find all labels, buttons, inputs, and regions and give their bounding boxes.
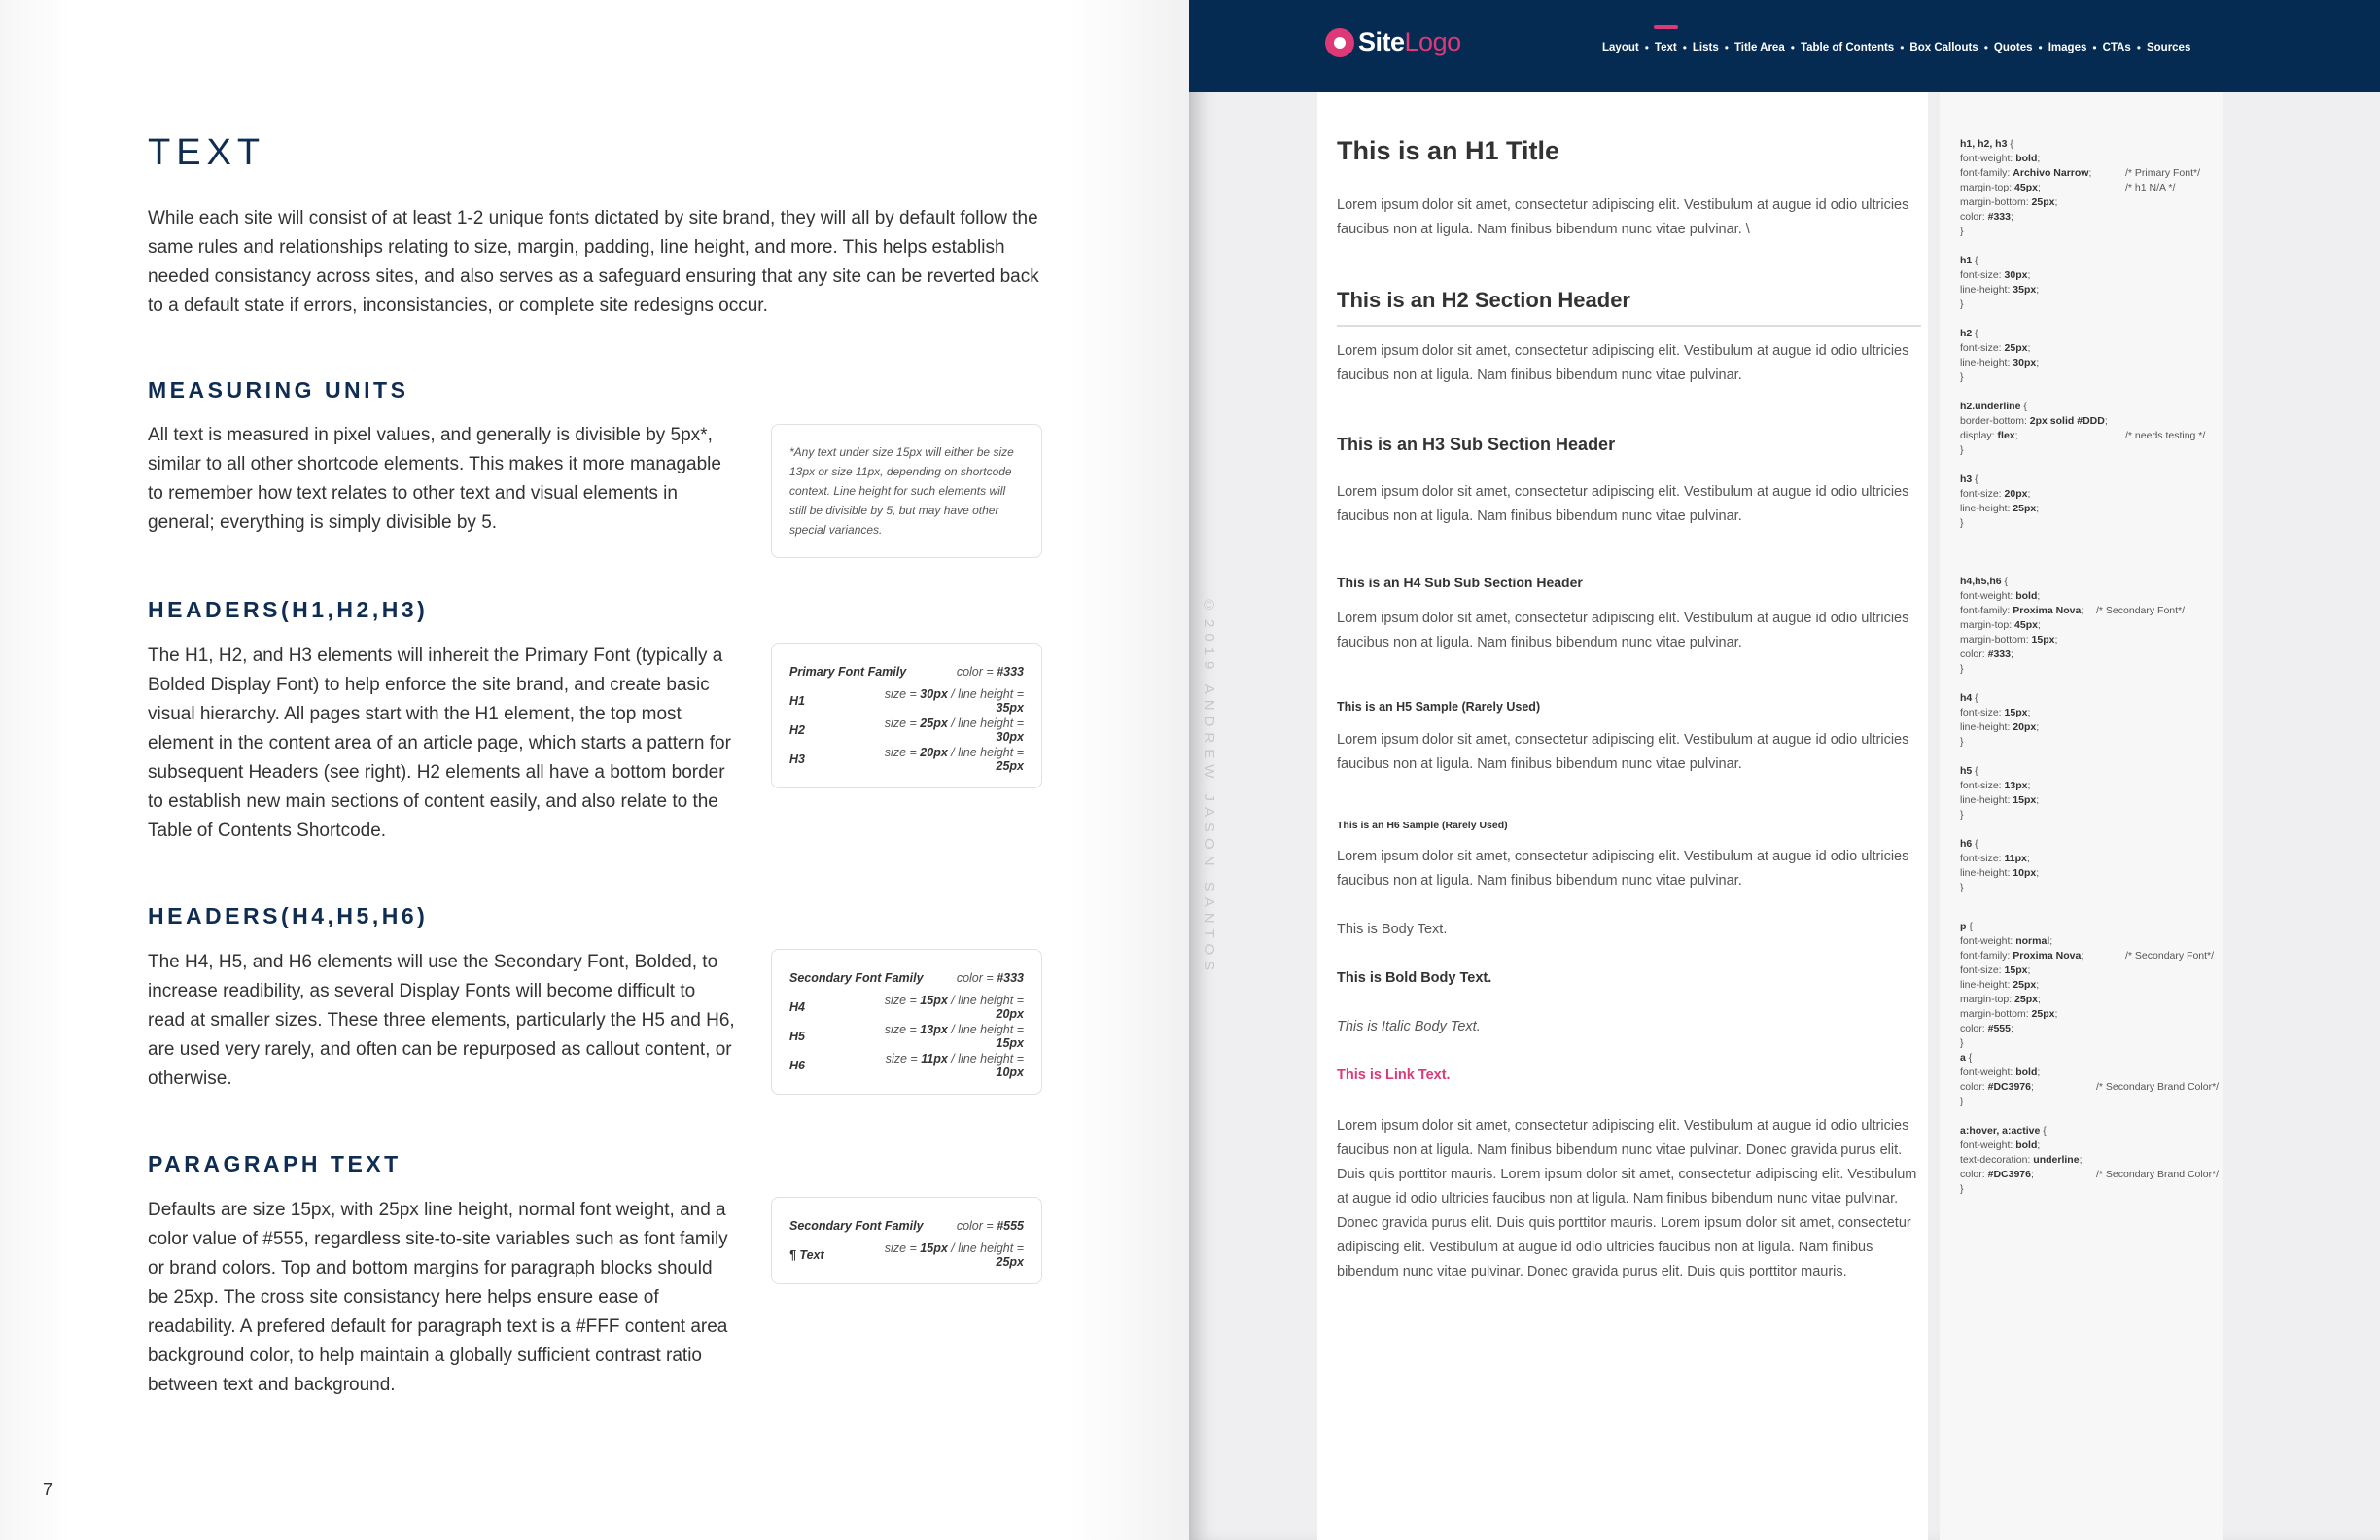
code-block	[1960, 1124, 2222, 1197]
code-property-line: display: flex; /* needs testing */	[1960, 430, 2206, 441]
code-close-line: }	[1960, 736, 1964, 748]
line-height-value: 15px	[996, 1036, 1024, 1050]
size-label: size =	[884, 1023, 917, 1036]
code-property: margin-top:	[1960, 994, 2012, 1005]
code-property-line: margin-bottom: 25px;	[1960, 1008, 2058, 1020]
code-value: 25px	[2004, 342, 2028, 354]
site-header	[1189, 0, 2380, 92]
code-value: 30px	[2012, 357, 2037, 368]
code-property: font-size:	[1960, 780, 2002, 791]
code-selector: h6	[1960, 838, 1973, 850]
code-selector-line: h1, h2, h3 {	[1960, 138, 2013, 150]
code-property: display:	[1960, 430, 1995, 441]
code-property: font-weight:	[1960, 1067, 2013, 1078]
code-property: font-weight:	[1960, 153, 2013, 164]
h2-underline	[1337, 325, 1921, 327]
sample-paragraph-h1: Lorem ipsum dolor sit amet, consectetur adipiscing elit. Vestibulum at augue id odio ultricies faucibus non at ligula. Nam finibus bibendum nunc vitae pulvinar. \	[1337, 197, 1909, 237]
code-property: line-height:	[1960, 721, 2011, 733]
section-title-measuring-units: MEASURING UNITS	[148, 377, 409, 402]
spec-header	[789, 1211, 1024, 1241]
code-property-line: font-family: Archivo Narrow; /* Primary Font*/	[1960, 167, 2201, 179]
code-selector: a	[1960, 1052, 1966, 1064]
sample-paragraph-h2: Lorem ipsum dolor sit amet, consectetur adipiscing elit. Vestibulum at augue id odio ultricies faucibus non at ligula. Nam finibus bibendum nunc vitae pulvinar.	[1337, 343, 1909, 383]
code-selector-line: h3 {	[1960, 473, 1978, 485]
code-value: 20px	[2012, 721, 2037, 733]
code-value: 35px	[2012, 284, 2037, 296]
code-property: font-weight:	[1960, 935, 2013, 947]
nav-separator: •	[1983, 41, 1988, 54]
spec-box-paragraph	[771, 1197, 1042, 1284]
logo-text-site: Site	[1358, 27, 1405, 56]
section-text-headers-h4-h6: The H4, H5, and H6 elements will use the Secondary Font, Bolded, to increase readibility, as several Display Fonts will become difficult to read at smaller sizes. These three elements, particularly the H5 and H6, are used very rarely, and often can be repurposed as callout content, or otherwise.	[148, 952, 735, 1089]
code-block	[1960, 920, 2222, 1051]
nav-item-images[interactable]: Images	[2048, 42, 2087, 53]
code-block	[1960, 400, 2222, 458]
code-selector: p	[1960, 921, 1967, 932]
code-selector-line: h1 {	[1960, 255, 1978, 266]
spec-row-value	[859, 1052, 1024, 1079]
code-comment: /* Secondary Font*/	[2096, 605, 2186, 616]
code-comment: /* h1 N/A */	[2125, 182, 2176, 193]
code-value: bold	[2015, 1139, 2038, 1151]
sample-h5: This is an H5 Sample (Rarely Used)	[1337, 700, 1541, 714]
code-property: margin-top:	[1960, 182, 2012, 193]
size-label: size =	[884, 687, 917, 701]
code-property: font-family:	[1960, 950, 2011, 962]
nav-item-box-callouts[interactable]: Box Callouts	[1909, 42, 1978, 53]
code-selector-line: h2.underline {	[1960, 401, 2027, 412]
spec-row-label: ¶ Text	[789, 1248, 824, 1262]
spec-row-value	[859, 994, 1024, 1021]
code-value: 45px	[2014, 619, 2038, 631]
code-block	[1960, 691, 2222, 750]
code-value: 2px solid #DDD	[2029, 415, 2105, 427]
code-property-line: color: #DC3976; /* Secondary Brand Color*/	[1960, 1169, 2220, 1180]
code-block	[1960, 764, 2222, 822]
code-value: 25px	[2012, 979, 2037, 991]
spec-row	[789, 1051, 1024, 1080]
code-property-line: font-size: 13px;	[1960, 780, 2031, 791]
size-label: size =	[884, 717, 917, 730]
code-property: line-height:	[1960, 867, 2011, 879]
right-page	[1189, 0, 2380, 1540]
left-page	[0, 0, 1189, 1540]
spec-row-value	[859, 717, 1024, 744]
code-value: 45px	[2014, 182, 2038, 193]
code-property: line-height:	[1960, 284, 2011, 296]
code-property: text-decoration:	[1960, 1154, 2031, 1166]
code-property-line: color: #333;	[1960, 648, 2013, 660]
code-property: font-size:	[1960, 342, 2002, 354]
spec-row-label: H3	[789, 752, 805, 766]
sample-body-text: This is Body Text.	[1337, 922, 1448, 937]
code-property: border-bottom:	[1960, 415, 2027, 427]
code-value: 20px	[2004, 488, 2028, 500]
code-property: margin-top:	[1960, 619, 2012, 631]
spec-row	[789, 686, 1024, 716]
code-property-line: margin-top: 25px;	[1960, 994, 2041, 1005]
nav-separator: •	[1644, 41, 1649, 54]
code-property-line: font-weight: normal;	[1960, 935, 2053, 947]
code-selector-line: a:hover, a:active {	[1960, 1125, 2047, 1137]
code-property-line: color: #333;	[1960, 211, 2013, 223]
code-property-line: font-size: 15px;	[1960, 964, 2031, 976]
code-value: bold	[2015, 1067, 2038, 1078]
code-value: #555	[1987, 1023, 2011, 1034]
code-selector: h2	[1960, 328, 1973, 339]
code-property: font-weight:	[1960, 1139, 2013, 1151]
code-property-line: line-height: 25px;	[1960, 503, 2040, 514]
spec-color-value: #555	[997, 1219, 1024, 1233]
sample-h4: This is an H4 Sub Sub Section Header	[1337, 575, 1583, 590]
spec-row-label: H1	[789, 694, 805, 708]
spec-family: Primary Font Family	[789, 665, 907, 679]
spec-row	[789, 745, 1024, 774]
sample-long-paragraph: Lorem ipsum dolor sit amet, consectetur adipiscing elit. Vestibulum at augue id odio ultricies faucibus non at ligula. Nam finibus bibendum nunc vitae pulvinar. Donec gravida purus elit. Duis quis porttitor mauris. Lorem ipsum dolor sit amet, consectetur adipiscing elit. Vestibulum at augue id odio ultricies faucibus non at ligula. Nam finibus bibendum nunc vitae pulvinar. Donec gravida purus elit. Duis quis porttitor mauris. Lorem ipsum dolor sit amet, consectetur adipiscing elit. Vestibulum at augue id odio ultricies faucibus non at ligula. Nam finibus bibendum nunc vitae pulvinar. Donec gravida purus elit. Duis quis porttitor mauris.	[1337, 1118, 1917, 1279]
code-value: Proxima Nova	[2012, 605, 2082, 616]
code-property-line: font-size: 15px;	[1960, 707, 2031, 718]
spec-row	[789, 1241, 1024, 1270]
code-value: normal	[2015, 935, 2050, 947]
code-value: 25px	[2012, 503, 2037, 514]
size-value: 13px	[920, 1023, 948, 1036]
code-value: 11px	[2004, 853, 2027, 864]
code-block	[1960, 327, 2222, 385]
sample-h3: This is an H3 Sub Section Header	[1337, 435, 1616, 454]
code-comment: /* Secondary Brand Color*/	[2096, 1081, 2220, 1093]
code-selector-line: h6 {	[1960, 838, 1978, 850]
code-value: Proxima Nova	[2012, 950, 2082, 962]
line-height-label: / line height =	[951, 1023, 1024, 1036]
code-value: underline	[2033, 1154, 2080, 1166]
spec-row	[789, 716, 1024, 745]
size-value: 11px	[921, 1052, 948, 1066]
code-selector: h2.underline	[1960, 401, 2021, 412]
code-block	[1960, 472, 2222, 531]
spec-row	[789, 993, 1024, 1022]
spec-row	[789, 1022, 1024, 1051]
code-selector-line: p {	[1960, 921, 1973, 932]
code-property: font-family:	[1960, 167, 2011, 179]
code-selector: h5	[1960, 765, 1973, 777]
code-close-line: }	[1960, 1037, 1964, 1049]
code-value: 30px	[2004, 269, 2028, 281]
nav-item-ctas[interactable]: CTAs	[2102, 42, 2131, 53]
code-property: color:	[1960, 211, 1985, 223]
size-value: 25px	[920, 717, 948, 730]
code-selector: h3	[1960, 473, 1973, 485]
code-property-line: margin-bottom: 15px;	[1960, 634, 2058, 646]
spec-row-value	[859, 687, 1024, 715]
site-logo[interactable]	[1325, 27, 1461, 57]
code-property-line: margin-top: 45px;	[1960, 619, 2041, 631]
sample-paragraph-h4: Lorem ipsum dolor sit amet, consectetur adipiscing elit. Vestibulum at augue id odio ultricies faucibus non at ligula. Nam finibus bibendum nunc vitae pulvinar.	[1337, 611, 1909, 650]
code-block	[1960, 1051, 2222, 1109]
measuring-note-box	[771, 424, 1042, 558]
nav-item-layout[interactable]: Layout	[1602, 42, 1639, 53]
code-value: bold	[2015, 153, 2038, 164]
line-height-value: 35px	[996, 701, 1024, 715]
spec-box-secondary-font	[771, 949, 1042, 1095]
code-comment: /* Secondary Font*/	[2125, 950, 2215, 962]
code-comment: /* Secondary Brand Color*/	[2096, 1169, 2220, 1180]
code-comment: /* needs testing */	[2125, 430, 2206, 441]
spec-family: Secondary Font Family	[789, 1219, 924, 1233]
nav-separator: •	[1682, 41, 1687, 54]
code-block	[1960, 575, 2222, 677]
line-height-value: 30px	[996, 730, 1024, 744]
code-property-line: margin-bottom: 25px;	[1960, 196, 2058, 208]
measuring-note: *Any text under size 15px will either be size 13px or size 11px, depending on shortcode context. Line height for such elements will still be divisible by 5, but may have other special variances.	[789, 445, 1014, 537]
code-property: margin-bottom:	[1960, 634, 2029, 646]
code-value: #DC3976	[1987, 1169, 2031, 1180]
sample-paragraph-h5: Lorem ipsum dolor sit amet, consectetur adipiscing elit. Vestibulum at augue id odio ultricies faucibus non at ligula. Nam finibus bibendum nunc vitae pulvinar.	[1337, 732, 1909, 772]
code-value: 15px	[2012, 794, 2037, 806]
code-value: 25px	[2031, 1008, 2055, 1020]
code-property: font-size:	[1960, 707, 2002, 718]
code-property: font-family:	[1960, 605, 2011, 616]
code-property-line: margin-top: 45px; /* h1 N/A */	[1960, 182, 2176, 193]
page-title: TEXT	[148, 132, 266, 173]
code-selector-line: a {	[1960, 1052, 1973, 1064]
code-selector-line: h5 {	[1960, 765, 1978, 777]
section-title-paragraph-text: PARAGRAPH TEXT	[148, 1151, 402, 1176]
code-selector-line: h2 {	[1960, 328, 1978, 339]
code-value: 25px	[2031, 196, 2055, 208]
code-selector-line: h4 {	[1960, 692, 1978, 704]
code-property: font-size:	[1960, 488, 2002, 500]
sample-h2: This is an H2 Section Header	[1337, 288, 1630, 312]
size-label: size =	[884, 994, 917, 1007]
code-property: font-size:	[1960, 853, 2002, 864]
code-property-line: line-height: 20px;	[1960, 721, 2040, 733]
size-label: size =	[884, 1242, 917, 1255]
code-property-line: font-family: Proxima Nova; /* Secondary Font*/	[1960, 605, 2186, 616]
code-property-line: line-height: 15px;	[1960, 794, 2040, 806]
code-property-line: line-height: 10px;	[1960, 867, 2040, 879]
nav-item-sources[interactable]: Sources	[2146, 42, 2191, 53]
code-property-line: line-height: 25px;	[1960, 979, 2040, 991]
size-value: 20px	[920, 746, 948, 759]
size-value: 15px	[920, 994, 948, 1007]
code-property: margin-bottom:	[1960, 196, 2029, 208]
spec-color-value: #333	[997, 971, 1024, 985]
code-value: #333	[1987, 648, 2011, 660]
code-value: 25px	[2014, 994, 2038, 1005]
code-close-line: }	[1960, 663, 1964, 675]
code-value: bold	[2015, 590, 2038, 602]
code-value: 10px	[2012, 867, 2037, 879]
section-text-paragraph-text: Defaults are size 15px, with 25px line height, normal font weight, and a color value of #555, regardless site-to-site variables such as font family or brand colors. Top and bottom margins for paragraph blocks should be 25xp. The cross site consistancy here helps ensure ease of readability. A prefered default for paragraph text is a #FFF content area background color, to help maintain a globally sufficient contrast ratio between text and background.	[148, 1200, 728, 1395]
code-close-line: }	[1960, 444, 1964, 456]
spec-row-value	[859, 1242, 1024, 1269]
code-property-line: border-bottom: 2px solid #DDD;	[1960, 415, 2108, 427]
line-height-label: / line height =	[951, 1242, 1024, 1255]
sample-paragraph-h3: Lorem ipsum dolor sit amet, consectetur adipiscing elit. Vestibulum at augue id odio ultricies faucibus non at ligula. Nam finibus bibendum nunc vitae pulvinar.	[1337, 484, 1909, 524]
nav-item-lists[interactable]: Lists	[1692, 42, 1719, 53]
copyright-watermark: ©2019 ANDREW JASON SANTOS	[1201, 597, 1217, 977]
sample-h1: This is an H1 Title	[1337, 136, 1560, 165]
code-property: color:	[1960, 1081, 1985, 1093]
code-property-line: font-weight: bold;	[1960, 1067, 2041, 1078]
section-text-headers-h1-h3: The H1, H2, and H3 elements will inhereit the Primary Font (typically a Bolded Display Font) to help enforce the site brand, and create basic visual hierarchy. All pages start with the H1 element, the top most element in the content area of an article page, which starts a pattern for subsequent Headers (see right). H2 elements all have a bottom border to establish new main sections of content easily, and also relate to the Table of Contents Shortcode.	[148, 646, 731, 841]
code-property-line: line-height: 35px;	[1960, 284, 2040, 296]
code-value: 13px	[2004, 780, 2028, 791]
line-height-label: / line height =	[951, 687, 1024, 701]
code-value: flex	[1997, 430, 2015, 441]
size-label: size =	[885, 1052, 918, 1066]
code-value: #DC3976	[1987, 1081, 2031, 1093]
nav-item-title-area[interactable]: Title Area	[1733, 42, 1785, 53]
code-property-line: font-size: 20px;	[1960, 488, 2031, 500]
nav-separator: •	[2136, 41, 2141, 54]
code-close-line: }	[1960, 226, 1964, 237]
code-selector: h1, h2, h3	[1960, 138, 2008, 150]
line-height-label: / line height =	[951, 1052, 1024, 1066]
nav-item-table-of-contents[interactable]: Table of Contents	[1800, 42, 1895, 53]
code-close-line: }	[1960, 809, 1964, 821]
code-property-line: font-size: 25px;	[1960, 342, 2031, 354]
code-value: #333	[1987, 211, 2011, 223]
code-selector: a:hover, a:active	[1960, 1125, 2041, 1137]
nav-separator: •	[2092, 41, 2097, 54]
size-value: 30px	[920, 687, 948, 701]
code-value: 15px	[2004, 964, 2028, 976]
spec-color-label: color =	[956, 1219, 994, 1233]
nav-item-quotes[interactable]: Quotes	[1993, 42, 2033, 53]
code-close-line: }	[1960, 298, 1964, 310]
code-property: font-size:	[1960, 964, 2002, 976]
section-title-headers-h1-h3: HEADERS(H1,H2,H3)	[148, 597, 429, 622]
line-height-label: / line height =	[951, 746, 1024, 759]
nav-separator: •	[1724, 41, 1729, 54]
code-property-line: text-decoration: underline;	[1960, 1154, 2082, 1166]
line-height-value: 20px	[996, 1007, 1024, 1021]
spec-family: Secondary Font Family	[789, 971, 924, 985]
spec-row-label: H6	[789, 1059, 805, 1072]
line-height-value: 10px	[996, 1066, 1024, 1079]
line-height-value: 25px	[996, 1255, 1024, 1269]
line-height-value: 25px	[996, 759, 1024, 773]
logo-text-logo: Logo	[1404, 27, 1461, 56]
nav-separator: •	[1790, 41, 1795, 54]
section-title-headers-h4-h6: HEADERS(H4,H5,H6)	[148, 903, 429, 928]
sample-link-text[interactable]: This is Link Text.	[1337, 1068, 1451, 1083]
code-property-line: color: #DC3976; /* Secondary Brand Color*/	[1960, 1081, 2220, 1093]
size-label: size =	[884, 746, 917, 759]
code-property-line: font-family: Proxima Nova; /* Secondary Font*/	[1960, 950, 2215, 962]
code-property-line: font-weight: bold;	[1960, 590, 2041, 602]
line-height-label: / line height =	[951, 994, 1024, 1007]
spec-color-label: color =	[956, 665, 994, 679]
code-property-line: font-weight: bold;	[1960, 153, 2041, 164]
code-selector-line: h4,h5,h6 {	[1960, 576, 2009, 587]
size-value: 15px	[920, 1242, 948, 1255]
logo-mark-icon	[1325, 28, 1354, 57]
nav-separator: •	[1900, 41, 1905, 54]
code-selector: h1	[1960, 255, 1973, 266]
spec-header	[789, 963, 1024, 993]
intro-paragraph: While each site will consist of at least 1-2 unique fonts dictated by site brand, they will all by default follow the same rules and relationships relating to size, margin, padding, line height, and more. This helps establish needed consistancy across sites, and also serves as a safeguard ensuring that any site can be reverted back to a default state if errors, inconsistancies, or complete site redesigns occur.	[148, 208, 1039, 316]
sample-paragraph-h6: Lorem ipsum dolor sit amet, consectetur adipiscing elit. Vestibulum at augue id odio ultricies faucibus non at ligula. Nam finibus bibendum nunc vitae pulvinar.	[1337, 849, 1909, 889]
code-property: color:	[1960, 1169, 1985, 1180]
code-property: margin-bottom:	[1960, 1008, 2029, 1020]
code-block	[1960, 137, 2222, 239]
code-property: line-height:	[1960, 979, 2011, 991]
section-text-measuring-units: All text is measured in pixel values, and generally is divisible by 5px*, similar to all other shortcode elements. This makes it more managable to remember how text relates to other text and visual elements in general; everything is simply divisible by 5.	[148, 425, 721, 533]
spec-row-label: H2	[789, 723, 805, 737]
code-selector: h4	[1960, 692, 1973, 704]
sample-h6: This is an H6 Sample (Rarely Used)	[1337, 820, 1508, 831]
code-value: 15px	[2004, 707, 2028, 718]
code-comment: /* Primary Font*/	[2125, 167, 2201, 179]
spec-row-value	[859, 746, 1024, 773]
code-close-line: }	[1960, 882, 1964, 893]
code-property: color:	[1960, 648, 1985, 660]
line-height-label: / line height =	[951, 717, 1024, 730]
code-property-line: font-size: 30px;	[1960, 269, 2031, 281]
spec-row-label: H5	[789, 1030, 805, 1043]
code-block	[1960, 837, 2222, 895]
code-property-line: line-height: 30px;	[1960, 357, 2040, 368]
main-nav	[1602, 41, 2190, 54]
code-close-line: }	[1960, 1183, 1964, 1195]
spec-color-value: #333	[997, 665, 1024, 679]
code-property-line: font-weight: bold;	[1960, 1139, 2041, 1151]
code-property: line-height:	[1960, 794, 2011, 806]
code-close-line: }	[1960, 517, 1964, 529]
code-value: Archivo Narrow	[2012, 167, 2089, 179]
code-close-line: }	[1960, 1096, 1964, 1107]
spec-header	[789, 657, 1024, 686]
code-property: font-weight:	[1960, 590, 2013, 602]
sample-italic-text: This is Italic Body Text.	[1337, 1019, 1481, 1034]
code-selector: h4,h5,h6	[1960, 576, 2002, 587]
spec-row-value	[859, 1023, 1024, 1050]
code-property-line: font-size: 11px;	[1960, 853, 2030, 864]
nav-item-text[interactable]: Text	[1654, 42, 1677, 53]
sample-bold-text: This is Bold Body Text.	[1337, 970, 1492, 986]
code-property: line-height:	[1960, 357, 2011, 368]
code-value: 15px	[2031, 634, 2055, 646]
spec-color-label: color =	[956, 971, 994, 985]
page-number: 7	[43, 1480, 53, 1499]
nav-separator: •	[2038, 41, 2043, 54]
code-block	[1960, 254, 2222, 312]
spec-box-primary-font	[771, 643, 1042, 788]
code-close-line: }	[1960, 371, 1964, 383]
spec-row-label: H4	[789, 1000, 805, 1014]
code-property: line-height:	[1960, 503, 2011, 514]
code-property-line: color: #555;	[1960, 1023, 2013, 1034]
code-property: font-size:	[1960, 269, 2002, 281]
code-property: color:	[1960, 1023, 1985, 1034]
